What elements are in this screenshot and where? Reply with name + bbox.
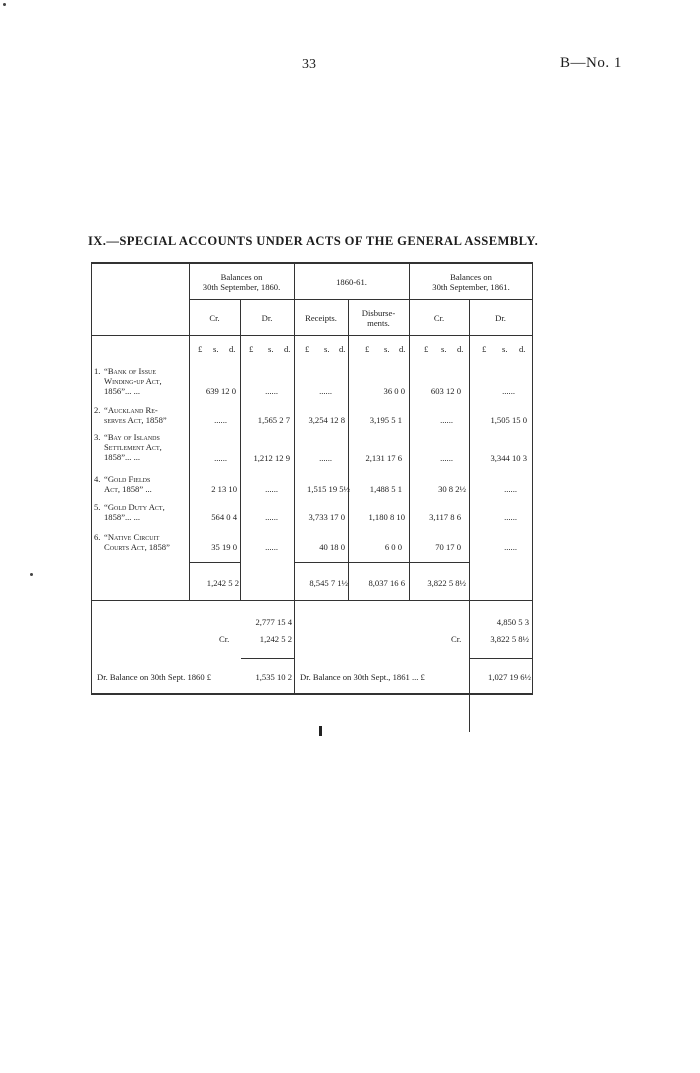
header-period: 1860-61.	[336, 277, 367, 287]
summary-cr-1860: 1,242 5 2	[259, 634, 292, 644]
cell-receipts: 1,515 19 5½	[307, 484, 350, 494]
row-name-line: “Bay of Islands	[104, 432, 160, 442]
unit-pence: d.	[519, 344, 526, 354]
table-left-rule	[91, 262, 92, 695]
cell-disbursements: 3,195 5 1	[369, 415, 402, 425]
table-top-rule	[91, 262, 533, 264]
cell-dr-1860: ......	[265, 542, 278, 552]
page-number: 33	[302, 57, 316, 72]
cell-dr-1861: ......	[502, 386, 515, 396]
cell-receipts: ......	[319, 386, 332, 396]
cell-cr-1861: 603 12 0	[430, 386, 461, 396]
header-balances-1860-line2: 30th September, 1860.	[202, 282, 281, 292]
header-balances-1860-line1: Balances on	[220, 272, 263, 282]
row-name-line: “Native Circuit	[104, 532, 160, 542]
row-name-line: Settlement Act,	[104, 442, 162, 452]
header-balances-1861-line2: 30th September, 1861.	[432, 282, 510, 292]
cell-disbursements: 1,180 8 10	[368, 512, 405, 522]
unit-pound: £	[305, 344, 310, 354]
row-name-line: Courts Act, 1858”	[104, 542, 170, 552]
row-name-line: 1858”... ...	[104, 452, 141, 462]
unit-pence: d.	[229, 344, 236, 354]
unit-pound: £	[424, 344, 429, 354]
row-name-line: “Bank of Issue	[104, 366, 157, 376]
row-number: 5.	[94, 502, 101, 512]
row-name-line: 1858”... ...	[104, 512, 141, 522]
cell-dr-1860: ......	[265, 386, 278, 396]
total-rule	[295, 562, 469, 563]
total-cr-1860: 1,242 5 2	[206, 578, 239, 588]
row-name-line: serves Act, 1858”	[104, 415, 167, 425]
row-number: 4.	[94, 474, 101, 484]
total-receipts: 8,545 7 1½	[309, 578, 348, 588]
summary-cr-label-1861: Cr.	[451, 634, 462, 644]
unit-shilling: s.	[324, 344, 330, 354]
page-mark	[319, 726, 322, 736]
table-right-rule	[532, 262, 533, 695]
cell-cr-1861: ......	[440, 453, 453, 463]
row-name-line: “Gold Duty Act,	[104, 502, 165, 512]
sum-rule	[241, 658, 294, 659]
cell-cr-1861: 3,117 8 6	[429, 512, 461, 522]
total-rule	[190, 562, 240, 563]
row-number: 3.	[94, 432, 101, 442]
cell-cr-1860: 564 0 4	[211, 512, 237, 522]
balance-value-1860: 1,535 10 2	[255, 672, 292, 682]
cell-disbursements: 6 0 0	[384, 542, 402, 552]
cell-cr-1860: ......	[214, 453, 227, 463]
cell-dr-1860: ......	[265, 512, 278, 522]
unit-shilling: s.	[213, 344, 219, 354]
unit-pence: d.	[339, 344, 346, 354]
cell-dr-1861: ......	[504, 542, 517, 552]
summary-rule	[91, 600, 533, 601]
cell-dr-1861: 3,344 10 3	[490, 453, 527, 463]
unit-shilling: s.	[384, 344, 390, 354]
cell-disbursements: 36 0 0	[383, 386, 405, 396]
cell-receipts: 3,733 17 0	[308, 512, 345, 522]
cell-dr-1860: 1,565 2 7	[257, 415, 290, 425]
cell-cr-1861: ......	[440, 415, 453, 425]
table-title: IX.—SPECIAL ACCOUNTS UNDER ACTS OF THE GENERAL ASSEMBLY.	[88, 234, 539, 248]
row-name-line: Act, 1858” ...	[104, 484, 152, 494]
cell-receipts: ......	[319, 453, 332, 463]
unit-pence: d.	[399, 344, 406, 354]
cell-disbursements: 2,131 17 6	[365, 453, 402, 463]
summary-dr-1860: 2,777 15 4	[255, 617, 292, 627]
col-rule	[348, 299, 349, 600]
cell-dr-1861: 1,505 15 0	[490, 415, 527, 425]
cell-cr-1860: ......	[214, 415, 227, 425]
table-bottom-rule	[91, 693, 533, 695]
row-number: 2.	[94, 405, 101, 415]
unit-shilling: s.	[441, 344, 447, 354]
row-name-line: “Gold Fields	[104, 474, 151, 484]
header-dr-1861: Dr.	[495, 313, 506, 323]
summary-cr-1861: 3,822 5 8½	[490, 634, 529, 644]
row-name-line: “Auckland Re-	[104, 405, 158, 415]
row-name-line: Winding-up Act,	[104, 376, 162, 386]
balance-label-1860: Dr. Balance on 30th Sept. 1860 £	[97, 672, 212, 682]
cell-cr-1860: 35 19 0	[211, 542, 237, 552]
header-balances-1861-line1: Balances on	[450, 272, 492, 282]
header-dr-1860: Dr.	[261, 313, 273, 323]
row-number: 6.	[94, 532, 101, 542]
unit-shilling: s.	[502, 344, 508, 354]
unit-pence: d.	[284, 344, 291, 354]
total-cr-1861: 3,822 5 8½	[427, 578, 466, 588]
unit-shilling: s.	[268, 344, 274, 354]
balance-label-1861: Dr. Balance on 30th Sept., 1861 ... £	[300, 672, 425, 682]
header-receipts: Receipts.	[305, 313, 337, 323]
total-disbursements: 8,037 16 6	[368, 578, 405, 588]
sum-rule	[470, 658, 532, 659]
accounts-table	[91, 262, 533, 695]
balance-value-1861: 1,027 19 6½	[488, 672, 531, 682]
cell-cr-1861: 70 17 0	[435, 542, 461, 552]
header-disbursements-line1: Disburse-	[361, 308, 396, 318]
summary-cr-label-1860: Cr.	[219, 634, 230, 644]
cell-cr-1860: 2 13 10	[211, 484, 237, 494]
header-cr-1861: Cr.	[433, 313, 445, 323]
row-name-line: 1856”... ...	[104, 386, 141, 396]
cell-cr-1860: 639 12 0	[205, 386, 236, 396]
unit-pound: £	[198, 344, 203, 354]
cell-receipts: 3,254 12 8	[308, 415, 345, 425]
unit-pound: £	[365, 344, 370, 354]
unit-pound: £	[249, 344, 254, 354]
cell-dr-1861: ......	[504, 484, 517, 494]
cell-cr-1861: 30 8 2½	[438, 484, 466, 494]
unit-pound: £	[482, 344, 487, 354]
summary-dr-1861: 4,850 5 3	[496, 617, 529, 627]
document-reference: B—No. 1	[560, 55, 622, 71]
page-speck	[3, 3, 6, 6]
header-cr-1860: Cr.	[209, 313, 220, 323]
col-rule	[294, 262, 295, 695]
col-rule	[240, 299, 241, 600]
header-disbursements-line2: ments.	[367, 318, 390, 328]
cell-dr-1860: 1,212 12 9	[253, 453, 290, 463]
page-speck	[30, 573, 33, 576]
unit-pence: d.	[457, 344, 464, 354]
header-bottom-rule	[91, 335, 533, 336]
cell-receipts: 40 18 0	[319, 542, 345, 552]
cell-dr-1861: ......	[504, 512, 517, 522]
row-number: 1.	[94, 366, 101, 376]
cell-disbursements: 1,488 5 1	[369, 484, 402, 494]
cell-dr-1860: ......	[265, 484, 278, 494]
